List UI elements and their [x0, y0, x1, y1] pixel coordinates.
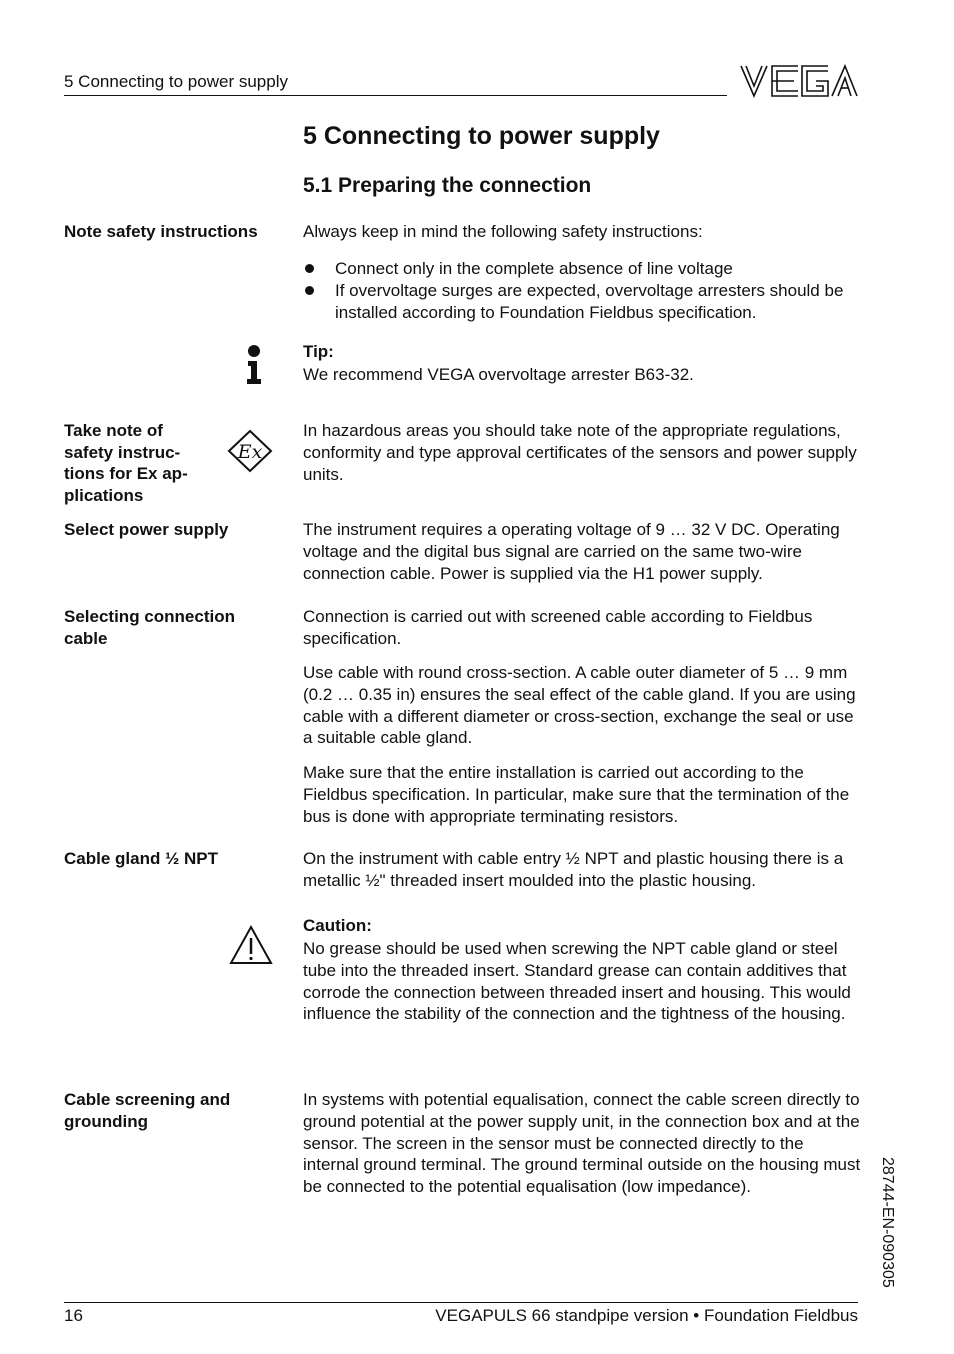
list-item: If overvoltage surges are expected, overvoltage arresters should be installed according to Foundation Fieldbus specification. [303, 280, 863, 324]
cable-paragraph-2: Use cable with round cross-section. A cable outer diameter of 5 … 9 mm (0.2 … 0.35 in) ensures the seal effect of the cable gland. If you are using cable with a different diameter or cross-section, exchange the seal or use a suitable cable gland. [303, 663, 856, 748]
cable-paragraph-3: Make sure that the entire installation is carried out according to the Fieldbus specification. In particular, make sure that the termination of the bus is done with appropriate terminating resistors. [303, 763, 850, 826]
side-label-gland: Cable gland ½ NPT [64, 849, 218, 868]
svg-text:Ex: Ex [237, 441, 263, 463]
section-title: 5.1 Preparing the connection [303, 174, 592, 197]
warning-icon [228, 924, 274, 966]
bullet-icon [305, 286, 314, 295]
safety-intro: Always keep in mind the following safety instructions: [303, 222, 703, 241]
header-rule [64, 95, 727, 96]
info-icon [244, 344, 264, 386]
caution-text: No grease should be used when screwing the NPT cable gland or steel tube into the threaded insert. Standard grease can contain additives that corrode the connection between threaded insert and housing. This would influence the stability of the connection and the tightness of the housing. [303, 939, 851, 1024]
side-label-cable: Selecting connection cable [64, 607, 235, 648]
footer-product: VEGAPULS 66 standpipe version • Foundation Fieldbus [435, 1306, 858, 1325]
list-item: Connect only in the complete absence of line voltage [303, 258, 863, 280]
side-label-safety: Note safety instructions [64, 222, 258, 241]
tip-title: Tip: [303, 342, 334, 361]
tip-text: We recommend VEGA overvoltage arrester B63-32. [303, 365, 694, 384]
document-id: 28744-EN-090305 [879, 1157, 896, 1288]
chapter-title: 5 Connecting to power supply [303, 122, 660, 150]
ex-text: In hazardous areas you should take note of the appropriate regulations, conformity and type approval certificates of the sensors and power supply units. [303, 421, 857, 484]
safety-bullet-list [303, 258, 863, 323]
vega-logo [740, 64, 858, 98]
screening-text: In systems with potential equalisation, connect the cable screen directly to ground potential at the power supply unit, in the connection box and at the sensor. The screen in the sensor must be connected directly to the internal ground terminal. The ground terminal outside on the housing must be connected to the potential equalisation (low impedance). [303, 1090, 861, 1197]
ex-icon [227, 429, 273, 473]
power-text: The instrument requires a operating voltage of 9 … 32 V DC. Operating voltage and the digital bus signal are carried on the same two-wire connection cable. Power is supplied via the H1 power supply. [303, 520, 840, 583]
cable-paragraph-1: Connection is carried out with screened cable according to Fieldbus specification. [303, 607, 813, 648]
side-label-screening: Cable screening and grounding [64, 1090, 231, 1131]
bullet-icon [305, 264, 314, 273]
side-label-power: Select power supply [64, 520, 229, 539]
gland-text: On the instrument with cable entry ½ NPT and plastic housing there is a metallic ½" threaded insert moulded into the plastic housing. [303, 849, 844, 890]
caution-title: Caution: [303, 916, 372, 935]
running-header: 5 Connecting to power supply [64, 72, 288, 91]
side-label-ex: Take note of safety instruc- tions for Ex ap- plications [64, 421, 188, 505]
footer-rule [64, 1302, 858, 1303]
page-number: 16 [64, 1306, 83, 1325]
